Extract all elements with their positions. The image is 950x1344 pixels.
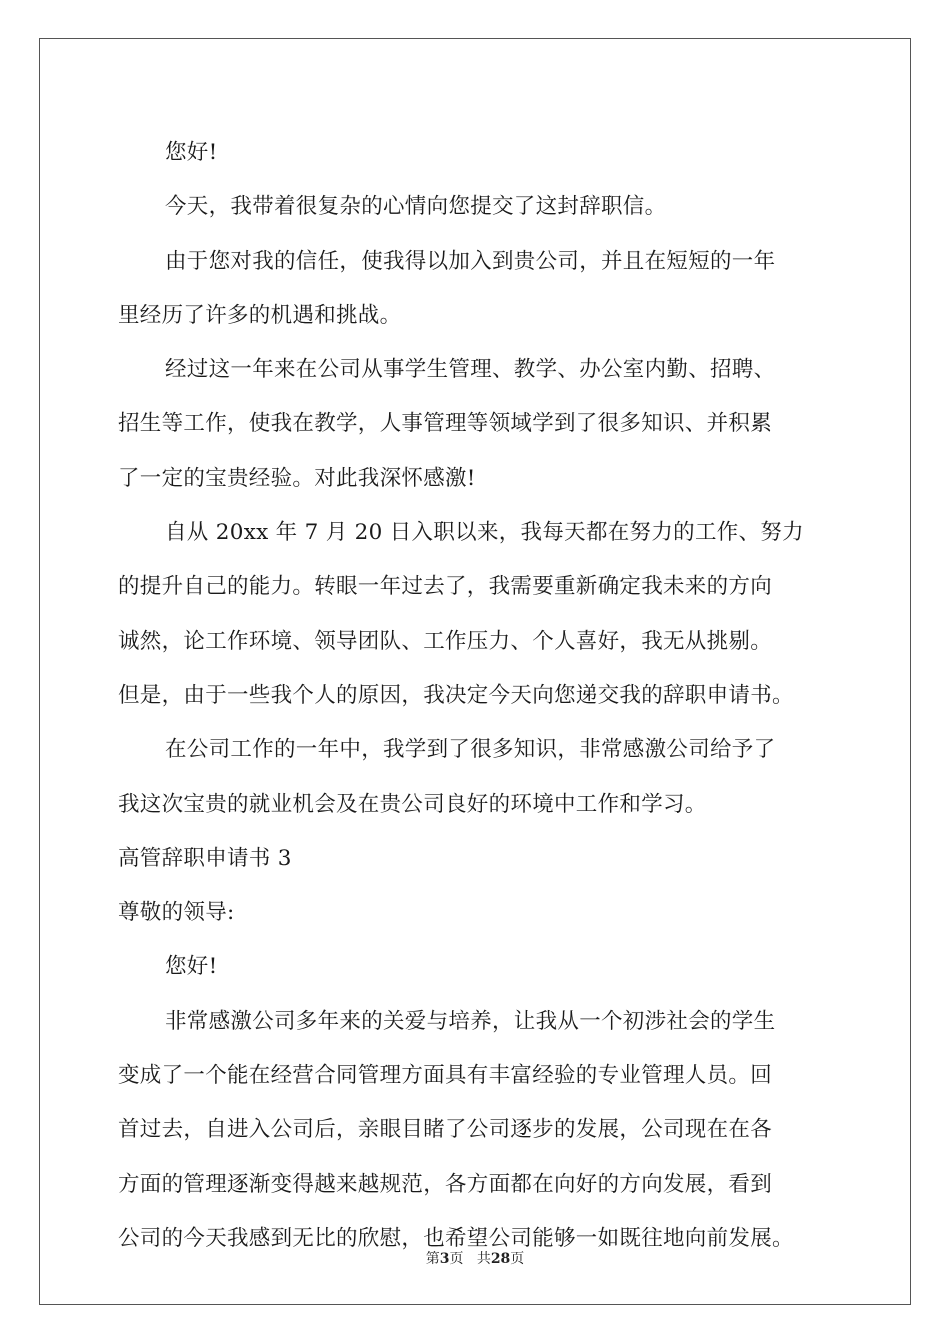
- text-line: 公司的今天我感到无比的欣慰，也希望公司能够一如既往地向前发展。: [118, 1225, 794, 1251]
- footer-page-number: 3: [439, 1251, 450, 1267]
- footer-page-suffix: 页: [449, 1251, 464, 1267]
- text-line: 里经历了许多的机遇和挑战。: [118, 302, 402, 328]
- text-line: 首过去，自进入公司后，亲眼目睹了公司逐步的发展，公司现在在各: [118, 1117, 773, 1143]
- text-line: 的提升自己的能力。转眼一年过去了，我需要重新确定我未来的方向: [118, 574, 773, 600]
- text-line: 经过这一年来在公司从事学生管理、教学、办公室内勤、招聘、: [165, 357, 776, 383]
- text-line: 您好!: [165, 140, 218, 165]
- text-line: 非常感激公司多年来的关爱与培养，让我从一个初涉社会的学生: [165, 1008, 776, 1034]
- footer-total-number: 28: [490, 1251, 511, 1267]
- document-body: [118, 126, 858, 1266]
- text-line: 我这次宝贵的就业机会及在贵公司良好的环境中工作和学习。: [118, 791, 707, 817]
- text-line: 高管辞职申请书 3: [118, 845, 292, 871]
- text-line: 诚然，论工作环境、领导团队、工作压力、个人喜好，我无从挑剔。: [118, 628, 773, 654]
- footer-total-suffix: 页: [510, 1251, 525, 1267]
- text-line: 您好!: [165, 954, 218, 980]
- text-line: 尊敬的领导:: [118, 900, 235, 926]
- page-footer: [0, 1248, 950, 1268]
- text-line: 今天，我带着很复杂的心情向您提交了这封辞职信。: [165, 194, 667, 220]
- text-line: 由于您对我的信任，使我得以加入到贵公司，并且在短短的一年: [165, 248, 776, 274]
- text-line: 方面的管理逐渐变得越来越规范，各方面都在向好的方向发展，看到: [118, 1171, 773, 1197]
- text-line: 在公司工作的一年中，我学到了很多知识，非常感激公司给予了: [165, 737, 776, 763]
- footer-total-prefix: 共: [476, 1251, 491, 1267]
- text-line: 变成了一个能在经营合同管理方面具有丰富经验的专业管理人员。回: [118, 1063, 773, 1089]
- footer-page-prefix: 第: [425, 1251, 440, 1267]
- text-line: 自从 20xx 年 7 月 20 日入职以来，我每天都在努力的工作、努力: [165, 520, 804, 546]
- text-line: 招生等工作，使我在教学，人事管理等领域学到了很多知识、并积累: [118, 411, 773, 437]
- text-line: 了一定的宝贵经验。对此我深怀感激!: [118, 465, 476, 491]
- text-line: 但是，由于一些我个人的原因，我决定今天向您递交我的辞职申请书。: [118, 682, 794, 708]
